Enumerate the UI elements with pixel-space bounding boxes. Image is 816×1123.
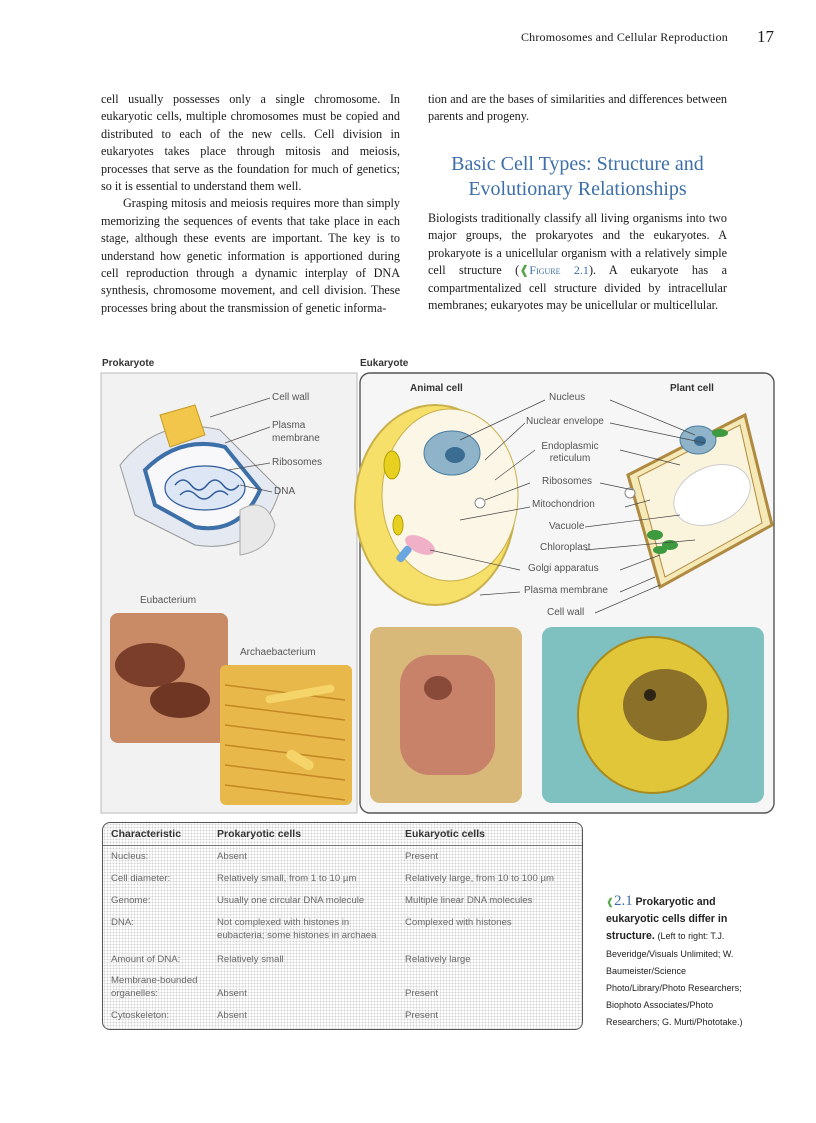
label-vacuole: Vacuole xyxy=(549,521,585,532)
label-nuclear-envelope: Nuclear envelope xyxy=(526,416,604,427)
page-number: 17 xyxy=(757,27,774,46)
table-cell: Genome: xyxy=(111,895,151,906)
label-golgi-apparatus: Golgi apparatus xyxy=(528,563,599,574)
p2-text-after: ). A eukaryote has a compartmentalized cell structure divided by intracellular membranes; eukaryotes may be unicellular or multicellular. xyxy=(428,263,727,313)
table-cell: Absent xyxy=(217,988,247,999)
table-cell: Absent xyxy=(217,1010,247,1021)
right-paragraph-2 xyxy=(428,210,727,314)
cell-illustration xyxy=(100,355,776,815)
p2-text-before: Biologists traditionally classify all living organisms into two major groups, the prokaryotes and the eukaryotes. A prokaryote is a unicellular organism with a relatively simple cell structure ( xyxy=(428,211,727,278)
table-cell: Complexed with histones xyxy=(405,917,512,928)
table-cell: Relatively small, from 1 to 10 µm xyxy=(217,873,357,884)
right-paragraph-1: tion and are the bases of similarities and differences between parents and progeny. xyxy=(428,92,727,124)
label-ribosomes-eukaryote: Ribosomes xyxy=(542,476,593,487)
label-chloroplast: Chloroplast xyxy=(540,542,591,553)
label-endoplasmic-reticulum: Endoplasmic reticulum xyxy=(541,441,599,464)
label-cell-wall: Cell wall xyxy=(272,392,310,403)
label-animal-cell: Animal cell xyxy=(410,383,463,394)
caption-figure-number: 2.1 xyxy=(614,893,633,909)
figure-arrow-icon: ❰ xyxy=(519,263,530,278)
label-mitochondrion: Mitochondrion xyxy=(532,499,595,510)
label-ribosomes-prokaryote: Ribosomes xyxy=(272,457,323,468)
figure-2-1 xyxy=(100,355,776,815)
label-plasma-membrane-eukaryote: Plasma membrane xyxy=(524,585,608,596)
table-cell: Present xyxy=(405,1010,439,1021)
table-cell: Present xyxy=(405,988,439,999)
label-nucleus: Nucleus xyxy=(549,392,586,403)
figure-reference-link[interactable]: Figure 2.1 xyxy=(529,263,589,278)
panel-label-eukaryote: Eukaryote xyxy=(360,358,409,369)
caption-credit: (Left to right: T.J. Beveridge/Visuals Unlimited; W. Baumeister/Science Photo/Library/Photo Researchers; Biophoto Associates/Photo Researchers; G. Murti/Phototake.) xyxy=(606,931,743,1028)
left-paragraph-1: cell usually possesses only a single chromosome. In eukaryotic cells, multiple chromosomes must be copied and distributed to each of the new cells. Cell division in eukaryotes takes place through mitosis and meiosis, processes that serve as the foundation for much of genetics; so it is essential to understand them well. xyxy=(101,92,400,194)
figure-caption xyxy=(606,893,756,1032)
section-heading: Basic Cell Types: Structure and Evolutionary Relationships xyxy=(451,153,704,200)
table-cell: Nucleus: xyxy=(111,851,149,862)
table-cell: Usually one circular DNA molecule xyxy=(217,895,365,906)
table-cell: Multiple linear DNA molecules xyxy=(405,895,533,906)
caption-arrow-icon: ❰ xyxy=(606,897,615,908)
table-header-characteristic: Characteristic xyxy=(111,828,182,840)
caption-title: Prokaryotic and eukaryotic cells differ in structure. xyxy=(606,896,728,943)
table-cell: DNA: xyxy=(111,917,134,928)
table-header-divider xyxy=(103,845,582,846)
table-header-eukaryotic: Eukaryotic cells xyxy=(405,828,485,840)
running-title: Chromosomes and Cellular Reproduction xyxy=(520,30,728,44)
label-eubacterium: Eubacterium xyxy=(140,595,197,606)
table-cell: Amount of DNA: xyxy=(111,954,181,965)
label-plant-cell: Plant cell xyxy=(670,383,714,394)
table-cell: Present xyxy=(405,851,439,862)
label-archaebacterium: Archaebacterium xyxy=(240,647,316,658)
label-cell-wall-eukaryote: Cell wall xyxy=(547,607,585,618)
table-cell: Relatively large xyxy=(405,954,471,965)
label-plasma-membrane: Plasma membrane xyxy=(272,420,320,444)
left-column xyxy=(101,91,400,317)
table-cell: Cell diameter: xyxy=(111,873,171,884)
table-header-prokaryotic: Prokaryotic cells xyxy=(217,828,302,840)
table-cell: Cytoskeleton: xyxy=(111,1010,170,1021)
right-column-body xyxy=(428,210,727,314)
table-cell: Relatively small xyxy=(217,954,284,965)
table-cell: Relatively large, from 10 to 100 µm xyxy=(405,873,554,884)
right-column-top xyxy=(428,91,727,126)
label-dna: DNA xyxy=(274,486,296,497)
table-cell: Absent xyxy=(217,851,247,862)
comparison-table xyxy=(102,822,583,1030)
table-cell: Not complexed with histones in eubacteria; some histones in archaea xyxy=(217,917,377,941)
panel-label-prokaryote: Prokaryote xyxy=(102,358,155,369)
left-paragraph-2: Grasping mitosis and meiosis requires more than simply memorizing the sequences of events that take place in each stage, although these events are important. The key is to understand how genetic information is apportioned during cell reproduction through a dynamic interplay of DNA synthesis, chromosome movement, and cell division. These processes bring about the transmission of genetic informa- xyxy=(101,196,400,315)
table-cell: Membrane-bounded organelles: xyxy=(111,975,198,999)
